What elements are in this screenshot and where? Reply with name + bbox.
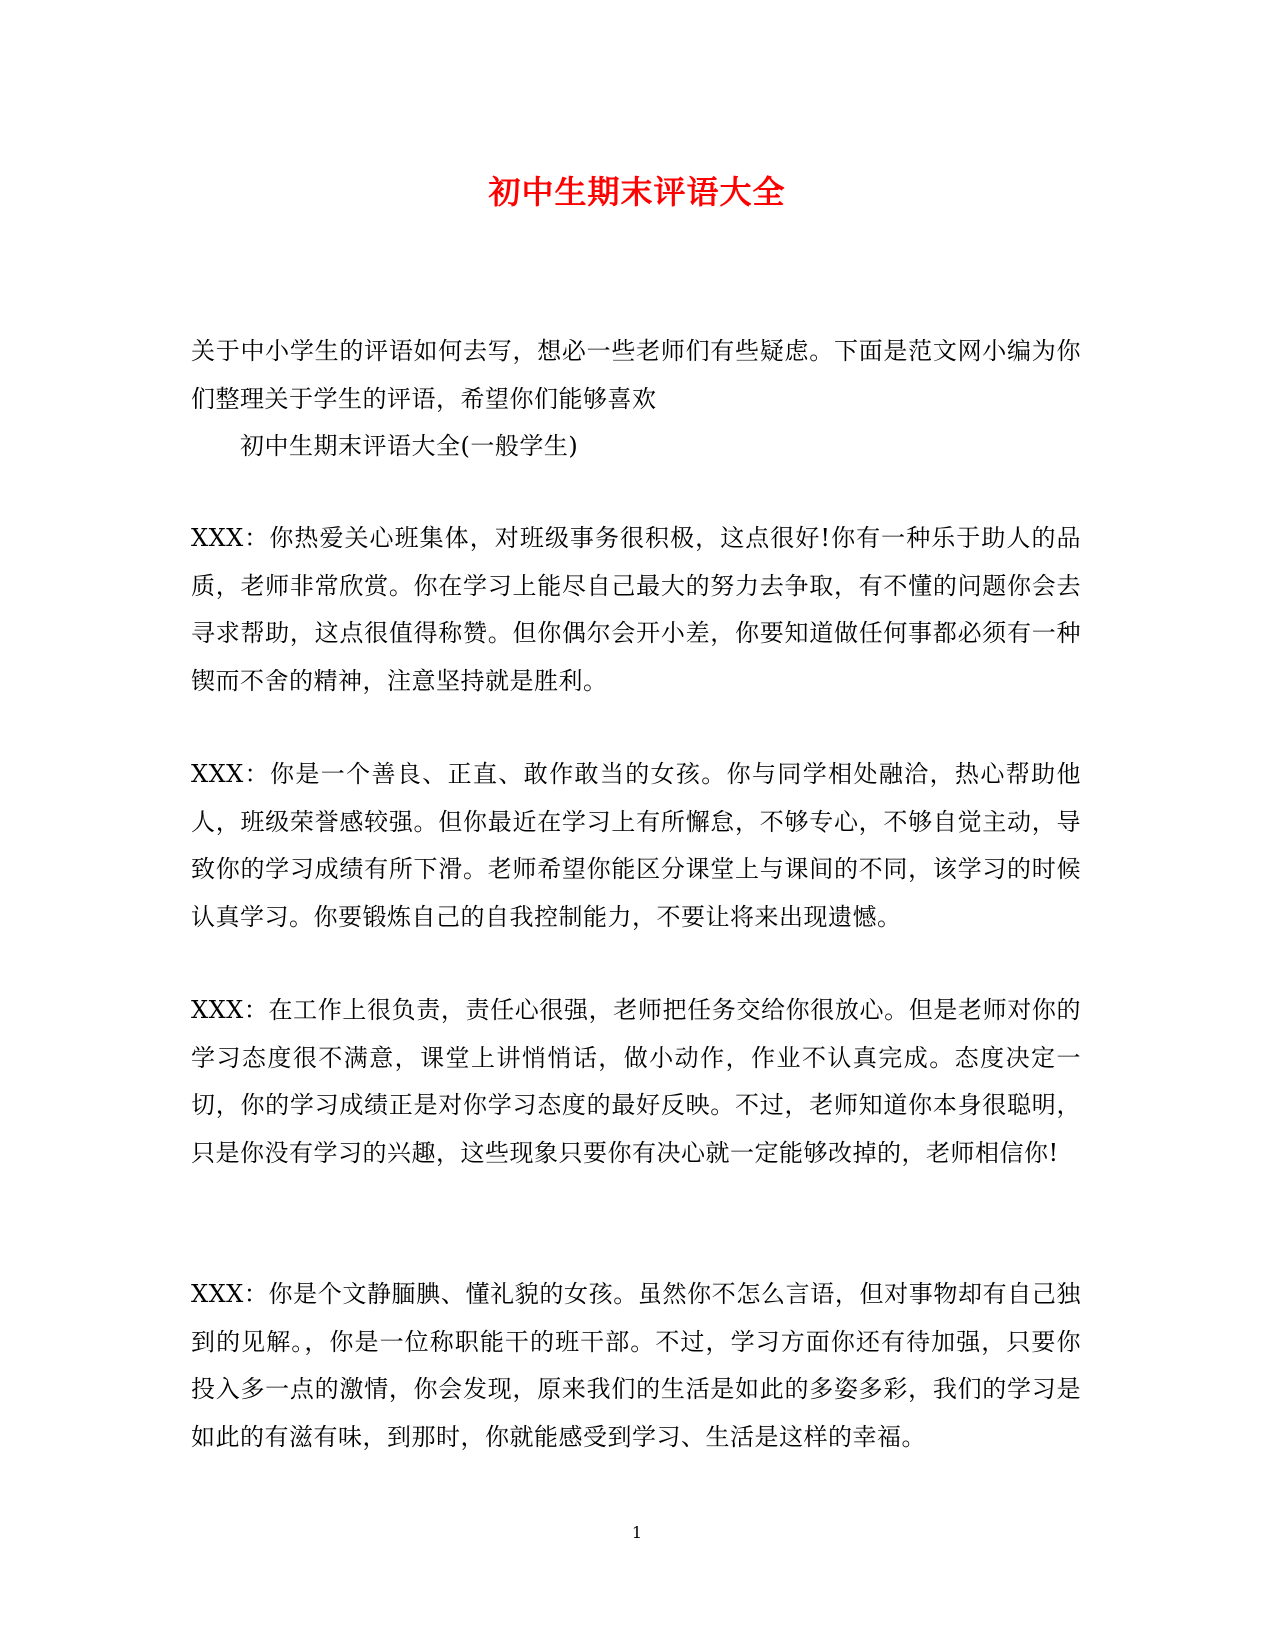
comment-paragraph: XXX：在工作上很负责，责任心很强，老师把任务交给你很放心。但是老师对你的学习态度很不满意，课堂上讲悄悄话，做小动作，作业不认真完成。态度决定一切，你的学习成绩正是对你学习态度的最好反映。不过，老师知道你本身很聪明，只是你没有学习的兴趣，这些现象只要你有决心就一定能够改掉的，老师相信你!: [191, 996, 1081, 1167]
document-title: 初中生期末评语大全: [488, 173, 786, 211]
intro-paragraph: 关于中小学生的评语如何去写，想必一些老师们有些疑虑。下面是范文网小编为你们整理关于学生的评语，希望你们能够喜欢: [191, 337, 1081, 413]
section-subtitle: 初中生期末评语大全(一般学生): [240, 432, 579, 460]
page-number: 1: [631, 1523, 643, 1542]
comment-paragraph: XXX：你热爱关心班集体，对班级事务很积极，这点很好!你有一种乐于助人的品质，老师非常欣赏。你在学习上能尽自己最大的努力去争取，有不懂的问题你会去寻求帮助，这点很值得称赞。但你偶尔会开小差，你要知道做任何事都必须有一种锲而不舍的精神，注意坚持就是胜利。: [191, 524, 1081, 695]
comment-paragraph: XXX：你是个文静腼腆、懂礼貌的女孩。虽然你不怎么言语，但对事物却有自己独到的见解。，你是一位称职能干的班干部。不过，学习方面你还有待加强，只要你投入多一点的激情，你会发现，原来我们的生活是如此的多姿多彩，我们的学习是如此的有滋有味，到那时，你就能感受到学习、生活是这样的幸福。: [191, 1280, 1081, 1451]
comment-paragraph: XXX：你是一个善良、正直、敢作敢当的女孩。你与同学相处融洽，热心帮助他人，班级荣誉感较强。但你最近在学习上有所懈怠，不够专心，不够自觉主动，导致你的学习成绩有所下滑。老师希望你能区分课堂上与课间的不同，该学习的时候认真学习。你要锻炼自己的自我控制能力，不要让将来出现遗憾。: [191, 760, 1081, 931]
